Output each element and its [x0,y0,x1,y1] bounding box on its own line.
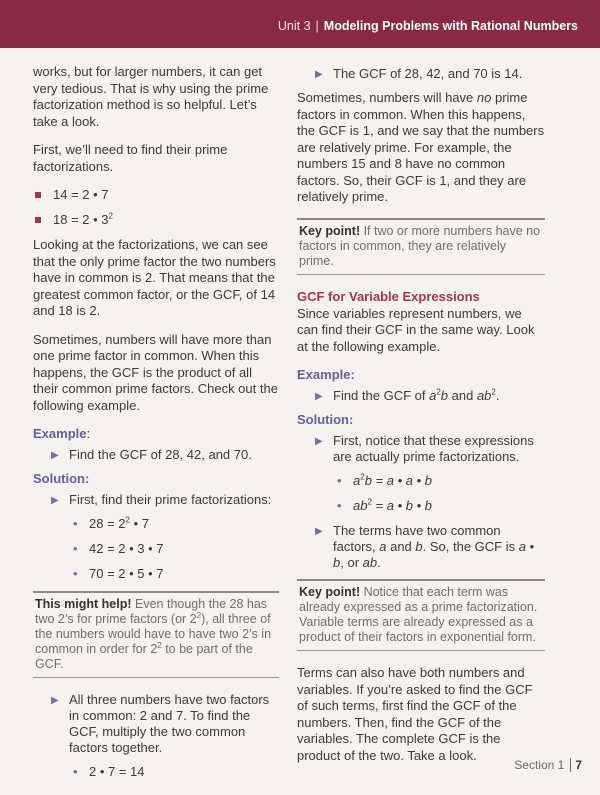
triangle-bullet-icon: ▶ [315,69,323,80]
example-label: Example: [33,426,91,441]
triangle-bullet-icon: ▶ [51,450,59,461]
page-header [0,0,600,48]
paragraph: works, but for larger numbers, it can get very tedious. That is why using the prime factorization method is so helpful. Let’s take a look. [33,64,269,129]
triangle-bullet-icon: ▶ [51,695,59,706]
example-label: Example: [297,367,355,382]
dot-bullet-icon: • [73,566,78,581]
dot-bullet-icon: • [73,541,78,556]
paragraph: Looking at the factorizations, we can see that the only prime factor the two numbers have in common is 2. That means that the greatest common factor, or the GCF, of 14 and 18 is 2. [33,237,276,318]
solution-label: Solution: [33,471,90,486]
dot-bullet-icon: • [73,516,78,531]
list-item: ▶ Find the GCF of 28, 42, and 70. [51,447,252,462]
dot-bullet-icon: • [337,473,342,488]
list-item: • $a^2b = a$ • a • b [337,472,432,488]
list-item: • 2 • 7 = 14 [73,764,145,779]
list-item: 14 = 2 • 7 [33,187,279,203]
dot-bullet-icon: • [337,498,342,513]
dot-bullet-icon: • [73,764,78,779]
key-point-box: Key point! Notice that each term was already expressed as a prime factorization. Variable terms are already expressed as a product of their factors in exponential form. [297,579,545,651]
list-item: • 42 = 2 • 3 • 7 [73,541,164,556]
header-title: Unit 3 | Modeling Problems with Rational Numbers [277,19,578,33]
triangle-bullet-icon: ▶ [315,391,323,402]
list-item: ▶ The terms have two common factors, a and b. So, the GCF is a • b, or ab. [315,523,535,570]
right-column [297,60,545,776]
section-heading: GCF for Variable Expressions [297,288,480,304]
tip-box: This might help! Even though the 28 has two 2’s for prime factors (or $2^2$), all three of the numbers would have to have two 2’s in common in order for $2^2$ to be part of the GCF. [33,591,279,678]
paragraph: First, we’ll need to find their prime factorizations. [33,142,228,174]
list-item: 18 = 2 • $3^2$ [33,212,279,228]
paragraph: Sometimes, numbers will have no prime factors in common. When this happens, the GCF is 1, and we say that the numbers are relatively prime. For example, the numbers 15 and 8 have no common factors. So, their GCF is 1, and they are relatively prime. [297,90,545,204]
page-number: 7 [575,758,582,772]
list-item: ▶ First, find their prime factorizations: [51,492,272,507]
paragraph: Terms can also have both numbers and variables. If you’re asked to find the GCF of such terms, first find the GCF of the numbers. Then, find the GCF of the variables. The complete GCF is the product of the two. Take a look. [297,665,533,763]
triangle-bullet-icon: ▶ [315,436,323,447]
list-item: ▶ First, notice that these expressions are actually prime factorizations. [315,433,534,464]
list-item: ▶ The GCF of 28, 42, and 70 is 14. [315,66,523,81]
key-point-box: Key point! If two or more numbers have no factors in common, they are relatively prime. [297,218,545,275]
solution-label: Solution: [297,412,354,427]
page-footer: Section 1 7 [514,758,582,772]
list-item: • 70 = 2 • 5 • 7 [73,566,164,581]
left-column [33,60,279,789]
list-item: • $ab^2 = a$ • b • b [337,497,432,513]
triangle-bullet-icon: ▶ [51,495,59,506]
paragraph: Since variables represent numbers, we can find their GCF in the same way. Look at the following example. [297,305,535,354]
list-item: • $28 = 2^2$ • 7 [73,515,149,531]
list-item: ▶ Find the GCF of $a^2b$ and $ab^2$. [315,387,500,403]
paragraph: Sometimes, numbers will have more than one prime factor in common. When this happens, the GCF is the product of all their common prime factors. Check out the following example. [33,331,278,413]
triangle-bullet-icon: ▶ [315,526,323,537]
list-item: ▶ All three numbers have two factors in common: 2 and 7. To find the GCF, multiply the two common factors together. [51,692,270,755]
